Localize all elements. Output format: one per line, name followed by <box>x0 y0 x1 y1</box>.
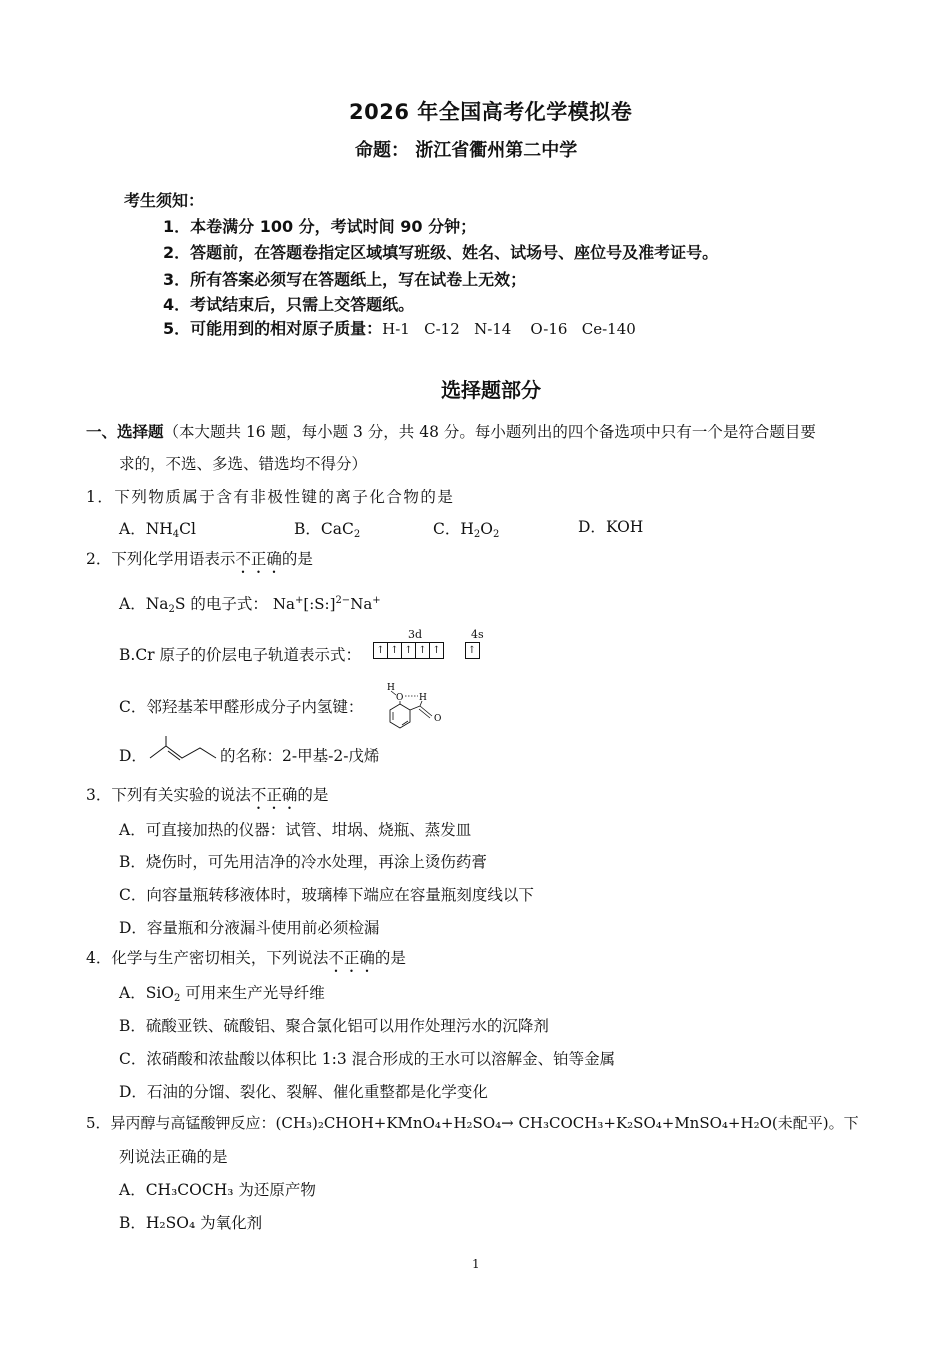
label-3d: 3d <box>408 628 423 641</box>
q2-option-b: B.Cr 原子的价层电子轨道表示式： <box>119 646 362 664</box>
part1-desc-line1: （本大题共 16 题，每小题 3 分，共 48 分。每小题列出的四个备选项中只有一个是符合题目要 <box>163 423 816 441</box>
notice-item-4: 4．考试结束后，只需上交答题纸。 <box>163 295 415 314</box>
notice-item-5-label: 5．可能用到的相对原子质量： <box>163 319 383 338</box>
exam-title: 2026 年全国高考化学模拟卷 <box>349 100 633 124</box>
notice-item-5 <box>163 316 636 339</box>
orbital-diagram <box>373 628 484 659</box>
q2-option-d: 的名称：2-甲基-2-戊烯 <box>220 747 380 765</box>
notice-item-3: 3．所有答案必须写在答题纸上，写在试卷上无效； <box>163 270 527 289</box>
orbital-box: ↑ <box>373 642 387 659</box>
notice-item-2: 2．答题前，在答题卷指定区域填写班级、姓名、试场号、座位号及准考证号。 <box>163 243 719 262</box>
q4-stem: 4．化学与生产密切相关，下列说法不正确的是 <box>86 949 406 967</box>
q2-stem: 2．下列化学用语表示不正确的是 <box>86 550 313 568</box>
exam-author: 命题： 浙江省衢州第二中学 <box>355 140 578 161</box>
q3-option-b: B．烧伤时，可先用洁净的冷水处理，再涂上烫伤药膏 <box>119 853 487 871</box>
q4-option-b: B．硫酸亚铁、硫酸铝、聚合氯化铝可以用作处理污水的沉降剂 <box>119 1017 549 1035</box>
hydroxybenzaldehyde-structure <box>384 680 446 744</box>
part1-label: 一、选择题 <box>86 423 164 441</box>
q3-option-a: A．可直接加热的仪器：试管、坩埚、烧瓶、蒸发皿 <box>119 821 472 839</box>
q4-option-a: A．SiO$_2$ 可用来生产光导纤维 <box>119 984 325 1004</box>
orbital-box: ↑ <box>387 642 401 659</box>
page-number: 1 <box>472 1257 480 1271</box>
q2-option-a: A．$Na_2S$ 的电子式： Na+[:S:]$^{2-}$Na+ <box>119 595 381 615</box>
label-4s: 4s <box>471 628 484 641</box>
notice-heading: 考生须知： <box>124 191 205 210</box>
orbital-box: ↑ <box>465 642 479 659</box>
methylpentene-skeletal-structure <box>148 736 220 766</box>
orbital-box: ↑ <box>415 642 429 659</box>
struct-o1: O <box>396 693 404 703</box>
q3-option-d: D．容量瓶和分液漏斗使用前必须检漏 <box>119 919 380 937</box>
orbital-box: ↑ <box>401 642 415 659</box>
q4-option-d: D．石油的分馏、裂化、裂解、催化重整都是化学变化 <box>119 1083 488 1101</box>
atomic-masses: H-1 C-12 N-14 O-16 Ce-140 <box>382 320 636 338</box>
q5-option-b: B．H₂SO₄ 为氧化剂 <box>119 1214 263 1232</box>
q1-option-c: C．$H_2O_2$ <box>433 520 500 540</box>
section-title: 选择题部分 <box>441 378 541 402</box>
struct-h2: H <box>419 693 427 703</box>
q2-option-c: C．邻羟基苯甲醛形成分子内氢键： <box>119 698 364 716</box>
struct-h1: H <box>387 683 395 693</box>
orbital-3d <box>373 642 444 659</box>
q5-stem-line1: 5．异丙醇与高锰酸钾反应：(CH₃)₂CHOH+KMnO₄+H₂SO₄→ CH₃COCH₃+K₂SO₄+MnSO₄+H₂O(未配平)。下 <box>86 1114 859 1132</box>
q4-option-c: C．浓硝酸和浓盐酸以体积比 1:3 混合形成的王水可以溶解金、铂等金属 <box>119 1050 616 1068</box>
part1-desc-line2: 求的，不选、多选、错选均不得分） <box>119 455 368 473</box>
q2-option-d-label: D． <box>119 747 147 765</box>
q1-stem: 1．下列物质属于含有非极性键的离子化合物的是 <box>86 488 455 506</box>
struct-o2: O <box>434 714 442 724</box>
q5-stem-line2: 列说法正确的是 <box>119 1148 228 1166</box>
q1-option-a: A．$NH_4Cl$ <box>119 520 196 540</box>
electron-dot-formula: Na+[:S:]$^{2-}$Na+ <box>272 595 381 613</box>
part1-heading <box>86 420 816 442</box>
q1-option-d: D．KOH <box>578 518 644 536</box>
q3-option-c: C．向容量瓶转移液体时，玻璃棒下端应在容量瓶刻度线以下 <box>119 886 534 904</box>
q1-option-b: B．CaC$_2$ <box>294 520 361 540</box>
orbital-4s <box>465 642 480 659</box>
notice-item-1: 1．本卷满分 100 分，考试时间 90 分钟； <box>163 217 477 236</box>
q3-stem: 3．下列有关实验的说法不正确的是 <box>86 786 329 804</box>
orbital-box: ↑ <box>429 642 443 659</box>
q5-option-a: A．CH₃COCH₃ 为还原产物 <box>119 1181 316 1199</box>
